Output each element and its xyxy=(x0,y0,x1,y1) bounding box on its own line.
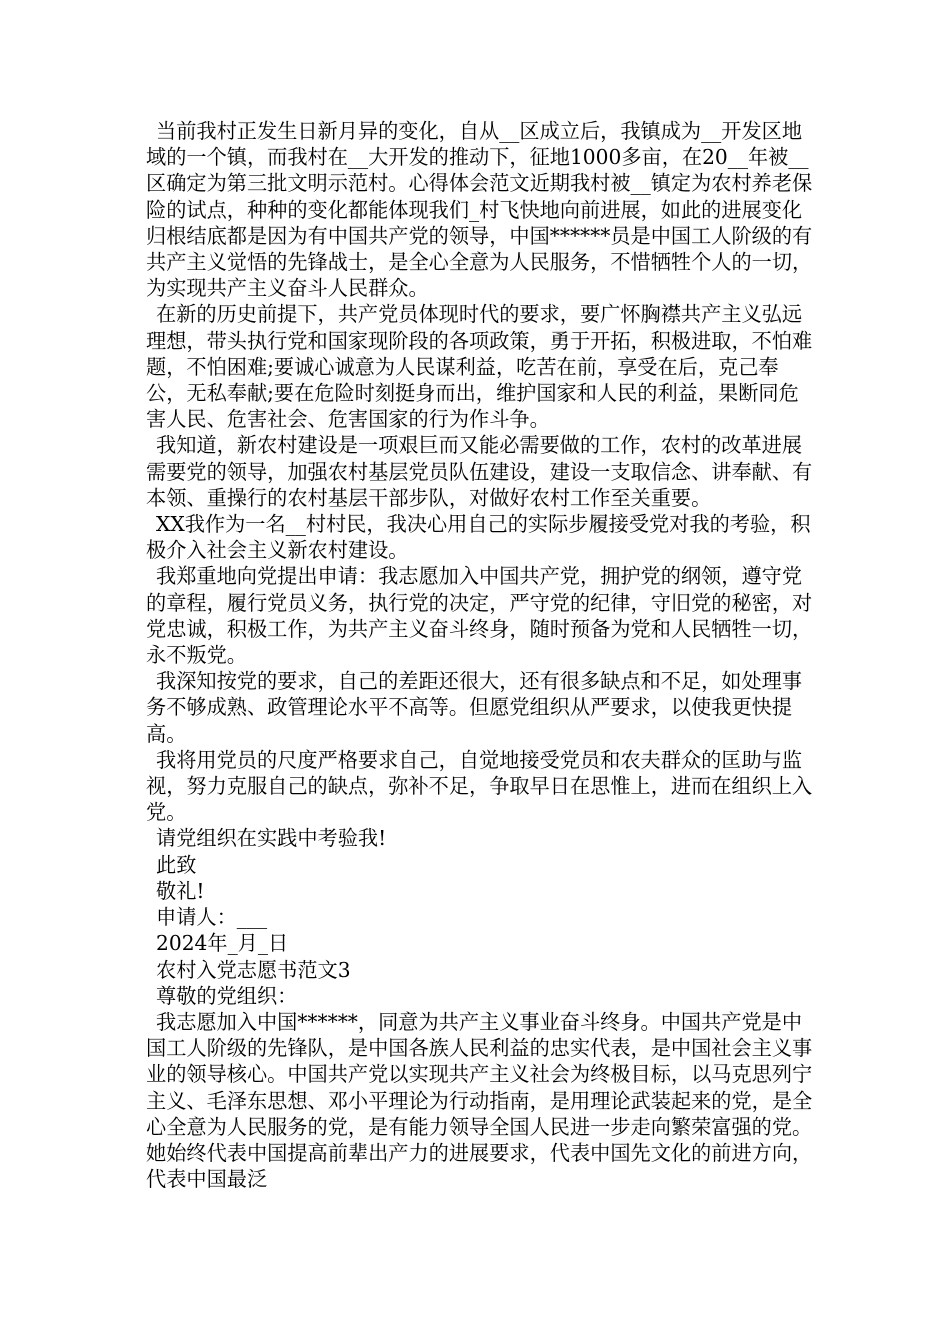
document-body xyxy=(146,118,814,1192)
paragraph-new-village-construction: 我知道，新农村建设是一项艰巨而又能必需要做的工作，农村的改革进展需要党的领导，加强农村基层党员队伍建设，建设一支取信念、讲奉献、有本领、重操行的农村基层干部步队，对做好农村工作至关重要。 xyxy=(146,433,813,510)
paragraph-party-member-duties: 在新的历史前提下，共产党员体现时代的要求，要广怀胸襟共产主义弘远理想，带头执行党和国家现阶段的各项政策，勇于开拓，积极进取，不怕难题，不怕困难;要诚心诚意为人民谋利益，吃苦在前，享受在后，克己奉公，无私奉献;要在危险时刻挺身而出，维护国家和人民的利益，果断同危害人民、危害社会、危害国家的行为作斗争。 xyxy=(146,302,813,432)
section-greeting: 尊敬的党组织： xyxy=(156,983,298,1008)
paragraph-section-3-intro: 我志愿加入中国******，同意为共产主义事业奋斗终身。中国共产党是中国工人阶级的先锋队，是中国各族人民利益的忠实代表，是中国社会主义事业的领导核心。中国共产党以实现共产主义社会为终极目标，以马克思列宁主义、毛泽东思想、邓小平理论为行动指南，是用理论武装起来的党，是全心全意为人民服务的党，是有能力领导全国人民进一步走向繁荣富强的党。她始终代表中国提高前辈出产力的进展要求，代表中国先文化的前进方向，代表中国最泛 xyxy=(146,1009,813,1192)
closing-request: 请党组织在实践中考验我! xyxy=(156,826,387,851)
closing-salutation-ci-zhi: 此致 xyxy=(156,852,197,877)
paragraph-villager-resolve: XX我作为一名__村村民，我决心用自己的实际步履接受党对我的考验，积极介入社会主义新农村建设。 xyxy=(146,512,811,563)
section-title: 农村入党志愿书范文3 xyxy=(156,957,351,982)
paragraph-village-changes: 当前我村正发生日新月异的变化，自从__区成立后，我镇成为__开发区地域的一个镇，而我村在__大开发的推动下，征地1000多亩，在20__年被__区确定为第三批文明示范村。心得体会范文近期我村被__镇定为农村养老保险的试点，种种的变化都能体现我们_村飞快地向前进展，如此的进展变化归根结底都是因为有中国共产党的领导，中国******员是中国工人阶级的有共产主义觉悟的先锋战士，是全心全意为人民服务，不惜牺牲个人的一切，为实现共产主义奋斗人民群众。 xyxy=(146,119,813,301)
application-date: 2024年_月_日 xyxy=(156,931,289,956)
paragraph-self-assessment: 我深知按党的要求，自己的差距还很大，还有很多缺点和不足，如处理事务不够成熟、政管理论水平不高等。但愿党组织从严要求，以使我更快提高。 xyxy=(146,669,803,746)
paragraph-application-pledge: 我郑重地向党提出申请：我志愿加入中国共产党，拥护党的纲领，遵守党的章程，履行党员义务，执行党的决定，严守党的纪律，守旧党的秘密，对党忠诚，积极工作，为共产主义奋斗终身，随时预备为党和人民牺牲一切，永不叛党。 xyxy=(146,564,813,668)
paragraph-commitment: 我将用党员的尺度严格要求自己，自觉地接受党员和农夫群众的匡助与监视，努力克服自己的缺点，弥补不足，争取早日在思惟上，进而在组织上入党。 xyxy=(146,747,813,825)
closing-salutation-jing-li: 敬礼! xyxy=(156,878,205,903)
applicant-signature-line: 申请人：___ xyxy=(156,905,268,930)
